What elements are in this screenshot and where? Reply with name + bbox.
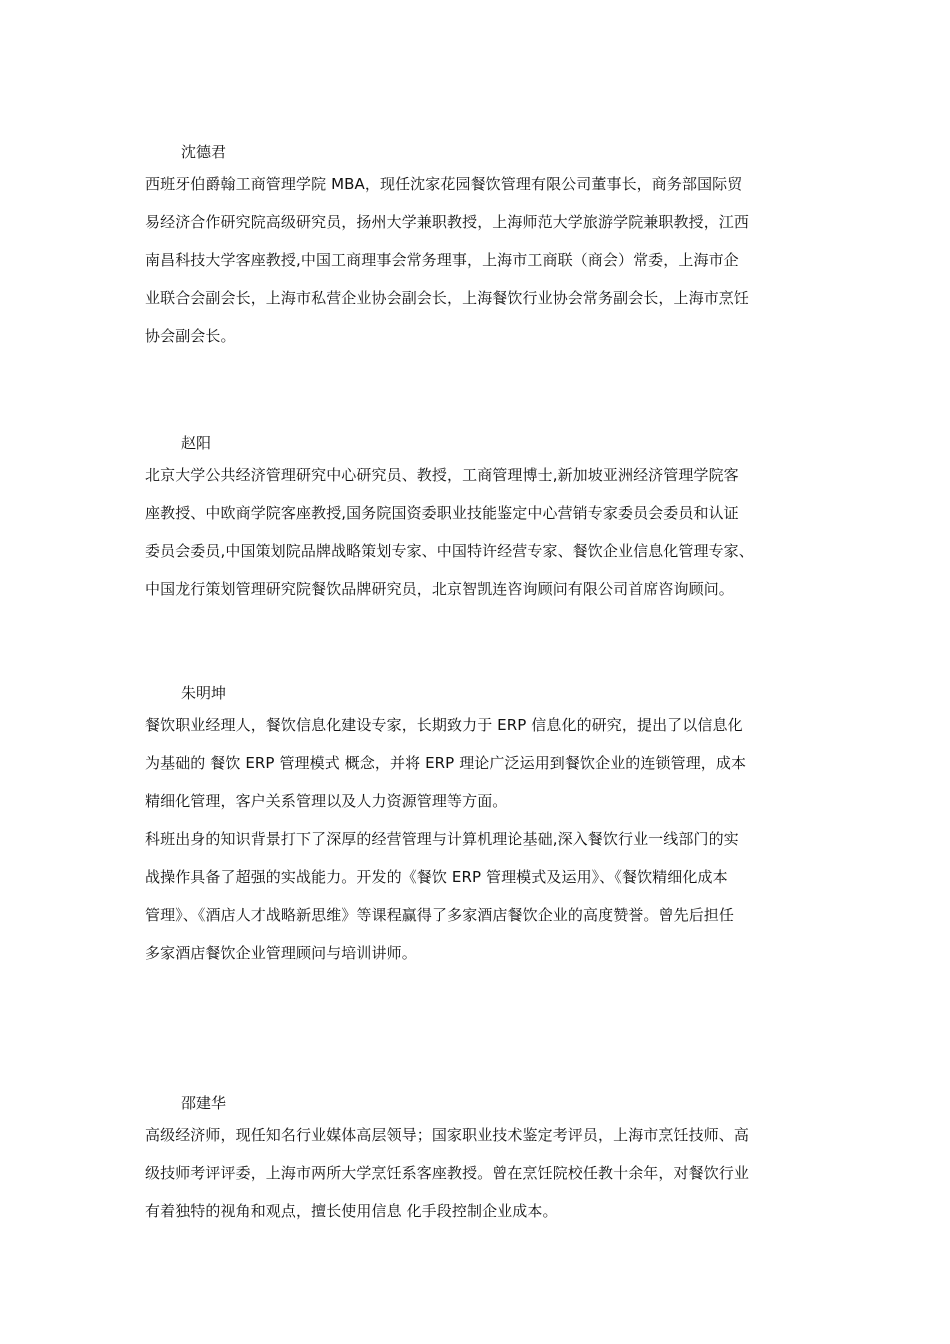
profile-section [145, 142, 815, 364]
profile-section [145, 1093, 815, 1239]
profile-text-line: 易经济合作研究院高级研究员，扬州大学兼职教授，上海师范大学旅游学院兼职教授，江西 [145, 213, 750, 231]
profile-name: 赵阳 [181, 434, 212, 452]
profile-text-line: 业联合会副会长，上海市私营企业协会副会长，上海餐饮行业协会常务副会长，上海市烹饪 [145, 289, 750, 307]
profile-section [145, 683, 815, 981]
profile-text-line: 有着独特的视角和观点，擅长使用信息 化手段控制企业成本。 [145, 1202, 558, 1220]
profile-text-line: 科班出身的知识背景打下了深厚的经营管理与计算机理论基础,深入餐饮行业一线部门的实 [145, 830, 739, 848]
profile-text-line: 南昌科技大学客座教授,中国工商理事会常务理事，上海市工商联（商会）常委，上海市企 [145, 251, 739, 269]
profile-text-line: 座教授、中欧商学院客座教授,国务院国资委职业技能鉴定中心营销专家委员会委员和认证 [145, 504, 739, 522]
profile-name: 朱明坤 [181, 684, 227, 702]
profile-text-line: 多家酒店餐饮企业管理顾问与培训讲师。 [145, 944, 417, 962]
profile-name: 沈德君 [181, 143, 227, 161]
profile-text-line: 精细化管理，客户关系管理以及人力资源管理等方面。 [145, 792, 508, 810]
profile-text-line: 西班牙伯爵翰工商管理学院 MBA，现任沈家花园餐饮管理有限公司董事长，商务部国际贸 [145, 175, 743, 193]
profile-text-line: 北京大学公共经济管理研究中心研究员、教授，工商管理博士,新加坡亚洲经济管理学院客 [145, 466, 739, 484]
profile-section [145, 433, 815, 617]
profile-text-line: 管理》、《酒店人才战略新思维》等课程赢得了多家酒店餐饮企业的高度赞誉。曾先后担任 [145, 906, 735, 924]
profile-text-line: 级技师考评评委，上海市两所大学烹饪系客座教授。曾在烹饪院校任教十余年，对餐饮行业 [145, 1164, 750, 1182]
profile-text-line: 中国龙行策划管理研究院餐饮品牌研究员，北京智凯连咨询顾问有限公司首席咨询顾问。 [145, 580, 734, 598]
profile-text-line: 委员会委员,中国策划院品牌战略策划专家、中国特许经营专家、餐饮企业信息化管理专家、 [145, 542, 754, 560]
profile-text-line: 餐饮职业经理人，餐饮信息化建设专家，长期致力于 ERP 信息化的研究，提出了以信息化 [145, 716, 743, 734]
profile-text-line: 战操作具备了超强的实战能力。开发的《餐饮 ERP 管理模式及运用》、《餐饮精细化成本 [145, 868, 728, 886]
profile-text-line: 高级经济师，现任知名行业媒体高层领导；国家职业技术鉴定考评员，上海市烹饪技师、高 [145, 1126, 750, 1144]
profile-text-line: 为基础的 餐饮 ERP 管理模式 概念，并将 ERP 理论广泛运用到餐饮企业的连锁管理，成本 [145, 754, 747, 772]
profile-name: 邵建华 [181, 1094, 227, 1112]
profile-text-line: 协会副会长。 [145, 327, 236, 345]
